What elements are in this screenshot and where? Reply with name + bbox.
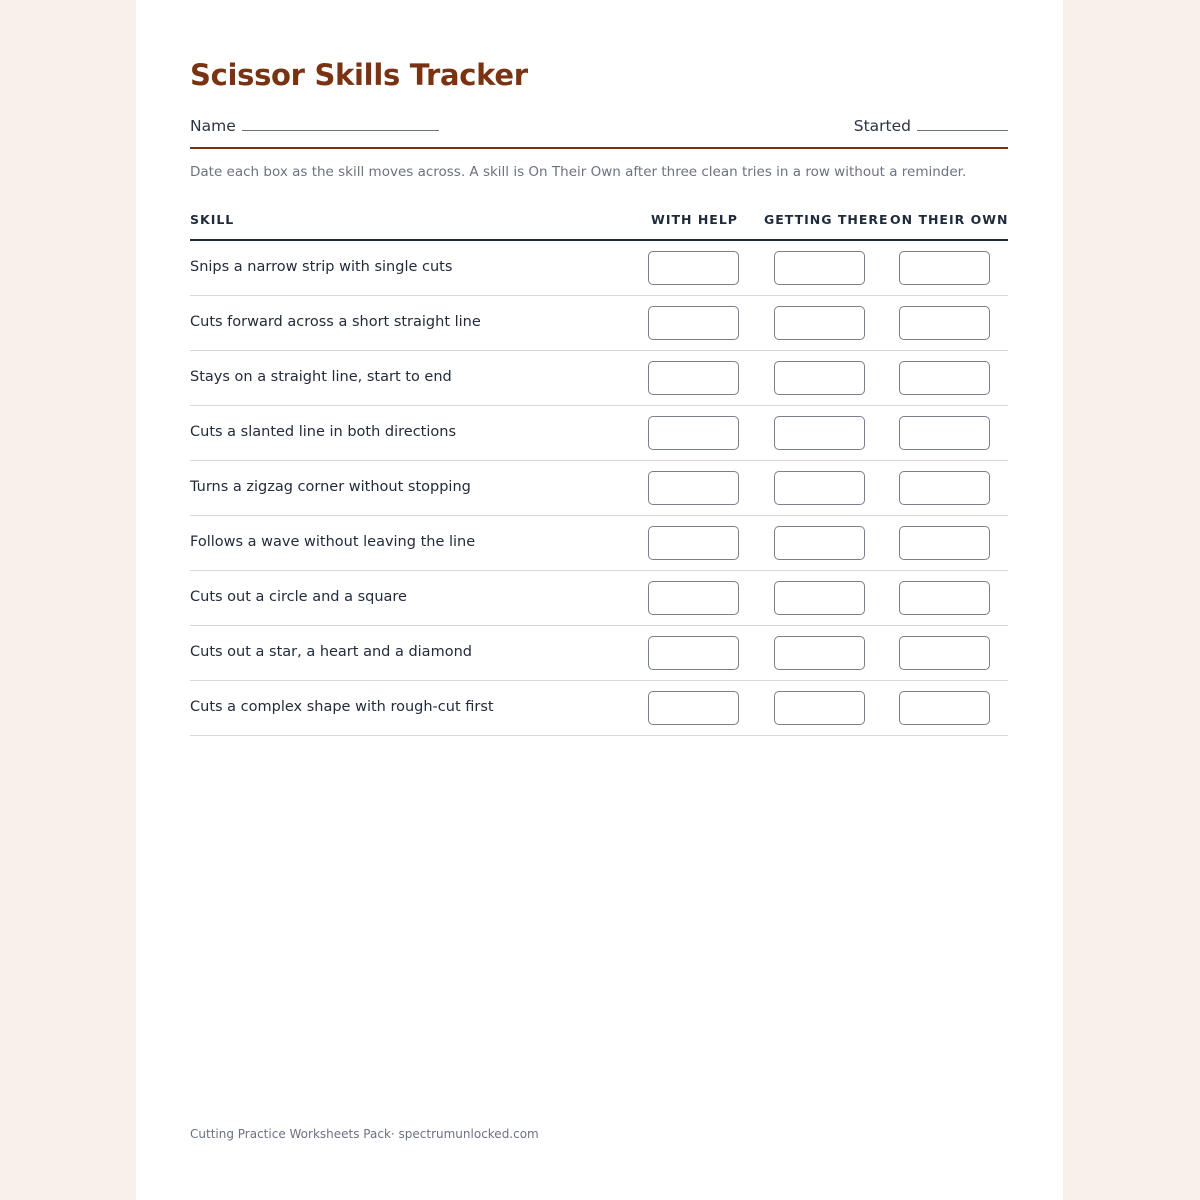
date-box-getting-there[interactable] xyxy=(774,636,865,670)
name-blank-line[interactable] xyxy=(242,114,439,131)
column-header-on-their-own: ON THEIR OWN xyxy=(890,212,1009,227)
skill-label: Stays on a straight line, start to end xyxy=(190,369,452,385)
date-box-on-their-own[interactable] xyxy=(899,471,990,505)
worksheet-page xyxy=(136,0,1063,1200)
date-box-with-help[interactable] xyxy=(648,526,739,560)
skill-label: Cuts forward across a short straight line xyxy=(190,314,481,330)
skill-label: Snips a narrow strip with single cuts xyxy=(190,259,453,275)
table-row xyxy=(190,296,1008,351)
date-box-getting-there[interactable] xyxy=(774,526,865,560)
skill-label: Cuts out a circle and a square xyxy=(190,589,407,605)
date-box-on-their-own[interactable] xyxy=(899,251,990,285)
table-row xyxy=(190,406,1008,461)
date-box-on-their-own[interactable] xyxy=(899,361,990,395)
date-box-on-their-own[interactable] xyxy=(899,306,990,340)
date-box-with-help[interactable] xyxy=(648,471,739,505)
date-box-with-help[interactable] xyxy=(648,361,739,395)
date-box-getting-there[interactable] xyxy=(774,691,865,725)
started-label: Started xyxy=(853,117,911,135)
date-box-with-help[interactable] xyxy=(648,581,739,615)
date-box-getting-there[interactable] xyxy=(774,581,865,615)
skill-label: Cuts a slanted line in both directions xyxy=(190,424,456,440)
page-title: Scissor Skills Tracker xyxy=(190,58,528,92)
skills-table-body xyxy=(190,241,1008,736)
date-box-getting-there[interactable] xyxy=(774,306,865,340)
name-field xyxy=(190,114,439,135)
date-box-getting-there[interactable] xyxy=(774,361,865,395)
started-blank-line[interactable] xyxy=(917,114,1008,131)
table-row xyxy=(190,241,1008,296)
column-header-skill: SKILL xyxy=(190,212,235,227)
column-header-getting-there: GETTING THERE xyxy=(764,212,889,227)
date-box-with-help[interactable] xyxy=(648,636,739,670)
date-box-on-their-own[interactable] xyxy=(899,416,990,450)
table-row xyxy=(190,461,1008,516)
date-box-on-their-own[interactable] xyxy=(899,636,990,670)
footer-credit: Cutting Practice Worksheets Pack· spectrumunlocked.com xyxy=(190,1127,539,1141)
table-row xyxy=(190,626,1008,681)
date-box-on-their-own[interactable] xyxy=(899,581,990,615)
date-box-with-help[interactable] xyxy=(648,416,739,450)
skill-label: Cuts out a star, a heart and a diamond xyxy=(190,644,472,660)
skill-label: Turns a zigzag corner without stopping xyxy=(190,479,471,495)
table-row xyxy=(190,351,1008,406)
meta-row xyxy=(190,114,1008,136)
table-row xyxy=(190,681,1008,736)
table-row xyxy=(190,516,1008,571)
column-header-with-help: WITH HELP xyxy=(651,212,738,227)
date-box-with-help[interactable] xyxy=(648,251,739,285)
table-row xyxy=(190,571,1008,626)
date-box-getting-there[interactable] xyxy=(774,416,865,450)
date-box-on-their-own[interactable] xyxy=(899,691,990,725)
date-box-with-help[interactable] xyxy=(648,306,739,340)
date-box-getting-there[interactable] xyxy=(774,471,865,505)
date-box-on-their-own[interactable] xyxy=(899,526,990,560)
started-field xyxy=(854,114,1008,135)
header-divider xyxy=(190,147,1008,149)
date-box-with-help[interactable] xyxy=(648,691,739,725)
name-label: Name xyxy=(190,117,236,135)
skill-label: Cuts a complex shape with rough-cut first xyxy=(190,699,494,715)
table-header xyxy=(190,212,1008,232)
skill-label: Follows a wave without leaving the line xyxy=(190,534,476,550)
instructions-text: Date each box as the skill moves across. A skill is On Their Own after three clean tries in a row without a reminder. xyxy=(190,164,967,180)
date-box-getting-there[interactable] xyxy=(774,251,865,285)
